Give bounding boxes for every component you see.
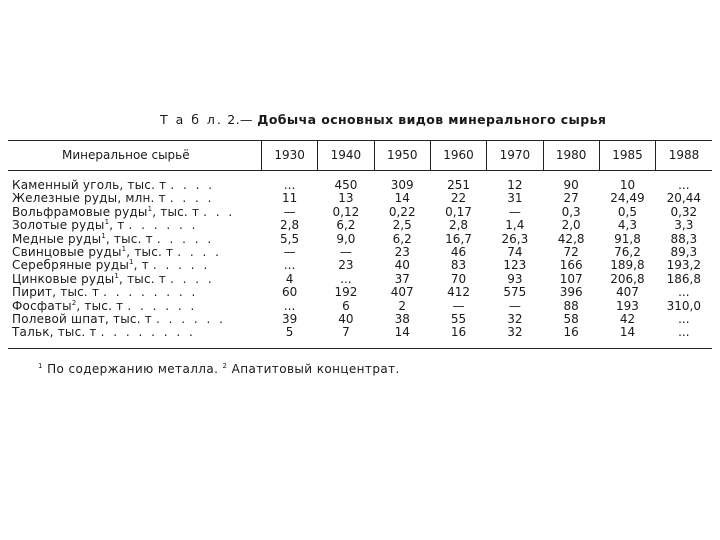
footnote-ref: 1: [147, 204, 153, 213]
table-row: [8, 246, 712, 259]
value-cell: 9,0: [336, 231, 356, 246]
value-cell: —: [452, 298, 465, 313]
mineral-name: Свинцовые руды: [12, 245, 122, 260]
mineral-unit: , тыс. т: [119, 271, 166, 286]
mineral-name: Тальк, тыс. т: [12, 325, 97, 340]
value-cell: 42: [619, 312, 636, 327]
value-cell: ...: [340, 271, 352, 286]
value-cell: 83: [450, 258, 467, 273]
value-cell: 55: [450, 312, 467, 327]
mineral-name-cell: [8, 326, 261, 348]
table-row: [8, 171, 712, 193]
value-cell: 2,5: [392, 218, 412, 233]
value-cell: 1,4: [505, 218, 525, 233]
value-cell: 26,3: [501, 231, 529, 246]
header-year: 1940: [318, 141, 374, 171]
value-cell: 27: [563, 191, 579, 206]
table-row: [8, 219, 712, 232]
value-cell: 412: [447, 285, 470, 300]
value-cell: 39: [281, 312, 298, 327]
value-cell: 2: [398, 298, 407, 313]
value-cell: 3,3: [674, 218, 694, 233]
header-year: 1985: [599, 141, 655, 171]
value-cell: 32: [507, 312, 523, 327]
value-cell: 5,5: [280, 231, 300, 246]
mineral-name: Вольфрамовые руды: [12, 204, 148, 219]
mineral-name-cell: [8, 313, 261, 326]
value-cell: 70: [450, 271, 467, 286]
value-cell: 6,2: [392, 231, 412, 246]
mineral-name-cell: [8, 300, 261, 313]
footnote-ref: 1: [101, 231, 106, 240]
value-cell: 5: [261, 326, 317, 348]
table-row: [8, 259, 712, 272]
value-cell: ...: [656, 326, 712, 348]
value-cell: 0,3: [561, 204, 581, 219]
table-row: [8, 300, 712, 313]
value-cell: —: [508, 204, 521, 219]
value-cell: 13: [338, 191, 354, 206]
value-cell: 90: [563, 178, 579, 192]
leader-dots: . . . . .: [156, 231, 214, 246]
mineral-unit: , тыс. т: [152, 204, 200, 219]
value-cell: 407: [390, 285, 414, 300]
leader-dots: . . . .: [169, 271, 215, 286]
value-cell: 206,8: [610, 271, 645, 286]
value-cell: —: [339, 245, 352, 260]
table-header-row: [8, 141, 712, 171]
table-row: [8, 233, 712, 246]
table-row: [8, 326, 712, 348]
value-cell: 0,5: [617, 204, 638, 219]
leader-dots: . . . .: [170, 178, 215, 192]
caption-title: Добыча основных видов минерального сырья: [257, 112, 607, 127]
table-row: [8, 192, 712, 205]
value-cell: 38: [394, 312, 410, 327]
value-cell: 74: [507, 245, 523, 260]
mineral-name-cell: [8, 192, 261, 205]
value-cell: 310,0: [666, 298, 701, 313]
value-cell: 107: [559, 271, 583, 286]
value-cell: 309: [390, 178, 414, 192]
value-cell: 46: [450, 245, 467, 260]
mineral-name-cell: [8, 219, 261, 232]
mineral-name: Пирит, тыс. т: [12, 285, 100, 300]
mineral-name: Медные руды: [12, 231, 102, 246]
value-cell: —: [508, 298, 521, 313]
leader-dots: . . . . . .: [128, 218, 198, 233]
mineral-name-cell: [8, 171, 261, 193]
mineral-name: Железные руды, млн. т: [12, 191, 166, 206]
header-year: 1980: [543, 141, 599, 171]
mineral-name-cell: [8, 259, 261, 272]
table-row: [8, 273, 712, 286]
footnote-ref: 1: [121, 245, 127, 254]
header-mineral: Минеральное сырьё: [8, 141, 261, 171]
value-cell: —: [283, 204, 296, 219]
value-cell: 32: [487, 326, 543, 348]
value-cell: —: [283, 245, 296, 260]
mineral-unit: , тыс. т: [76, 298, 124, 313]
value-cell: 123: [503, 258, 527, 273]
value-cell: 11: [281, 191, 298, 206]
mineral-name: Фосфаты: [12, 298, 72, 313]
table-row: [8, 313, 712, 326]
value-cell: 72: [563, 245, 579, 260]
value-cell: ...: [283, 258, 296, 273]
value-cell: 193,2: [666, 258, 701, 273]
leader-dots: . . . .: [169, 191, 214, 206]
value-cell: 16: [430, 326, 486, 348]
value-cell: 40: [338, 312, 354, 327]
value-cell: 22: [450, 191, 467, 206]
footnotes: [38, 362, 400, 376]
leader-dots: . . . . .: [152, 258, 210, 273]
value-cell: 407: [616, 285, 639, 300]
value-cell: 60: [281, 285, 298, 300]
table-row: [8, 286, 712, 299]
footnote-ref: 1: [129, 258, 134, 267]
mineral-name-cell: [8, 246, 261, 259]
value-cell: 0,12: [332, 204, 360, 219]
value-cell: 10: [619, 178, 636, 192]
header-year: 1960: [430, 141, 486, 171]
value-cell: 37: [394, 271, 410, 286]
caption-label: Т а б л.: [160, 112, 223, 127]
mineral-name-cell: [8, 206, 261, 219]
value-cell: 0,17: [445, 204, 472, 219]
leader-dots: . . . . . . . .: [100, 325, 196, 340]
leader-dots: . . . . . .: [127, 298, 197, 313]
footnote-ref: 1: [104, 218, 110, 227]
value-cell: 23: [338, 258, 354, 273]
value-cell: 450: [334, 178, 358, 192]
leader-dots: . . . .: [177, 245, 222, 260]
value-cell: 6,2: [336, 218, 356, 233]
mineral-unit: , т: [109, 218, 125, 233]
value-cell: 58: [563, 312, 579, 327]
mineral-name: Полевой шпат, тыс. т: [12, 312, 152, 327]
header-year: 1930: [261, 141, 317, 171]
leader-dots: . . .: [203, 204, 235, 219]
value-cell: 16: [543, 326, 599, 348]
value-cell: 0,22: [388, 204, 416, 219]
value-cell: 186,8: [666, 271, 701, 286]
value-cell: 2,8: [280, 218, 300, 233]
footnote-text: По содержанию металла.: [47, 362, 219, 376]
mineral-name-cell: [8, 286, 261, 299]
footnote-mark: 1: [38, 362, 43, 370]
mineral-production-table: [8, 140, 712, 349]
mineral-unit: , тыс. т: [126, 245, 174, 260]
leader-dots: . . . . . . . .: [103, 285, 198, 300]
caption-number: 2.—: [227, 112, 253, 127]
value-cell: 251: [447, 178, 470, 192]
value-cell: 166: [559, 258, 583, 273]
value-cell: 14: [374, 326, 430, 348]
value-cell: 7: [318, 326, 374, 348]
value-cell: 23: [394, 245, 410, 260]
footnote-ref: 2: [71, 298, 77, 307]
footnote-mark: 2: [222, 362, 228, 370]
value-cell: ...: [283, 298, 296, 313]
value-cell: 4,3: [617, 218, 638, 233]
value-cell: 396: [559, 285, 583, 300]
mineral-name: Золотые руды: [12, 218, 105, 233]
value-cell: 40: [394, 258, 410, 273]
mineral-unit: , т: [133, 258, 149, 273]
value-cell: 575: [503, 285, 527, 300]
mineral-name-cell: [8, 233, 261, 246]
header-year: 1950: [374, 141, 430, 171]
value-cell: 14: [599, 326, 655, 348]
footnote-ref: 1: [114, 271, 120, 280]
value-cell: 6: [342, 298, 350, 313]
mineral-name: Каменный уголь, тыс. т: [12, 178, 167, 192]
value-cell: 14: [394, 191, 410, 206]
value-cell: 76,2: [614, 245, 641, 260]
table-row: [8, 206, 712, 219]
value-cell: 93: [507, 271, 523, 286]
value-cell: 20,44: [666, 191, 701, 206]
value-cell: 189,8: [610, 258, 645, 273]
table-caption: [160, 112, 680, 127]
value-cell: ...: [678, 312, 690, 327]
value-cell: ...: [678, 178, 690, 192]
value-cell: 193: [616, 298, 639, 313]
header-year: 1970: [487, 141, 543, 171]
value-cell: ...: [283, 178, 296, 192]
value-cell: 2,0: [561, 218, 581, 233]
header-year: 1988: [656, 141, 712, 171]
mineral-name-cell: [8, 273, 261, 286]
value-cell: 192: [334, 285, 358, 300]
value-cell: 24,49: [610, 191, 645, 206]
value-cell: 2,8: [448, 218, 469, 233]
value-cell: 0,32: [670, 204, 698, 219]
leader-dots: . . . . . .: [155, 312, 226, 327]
value-cell: 12: [507, 178, 523, 192]
value-cell: 89,3: [670, 245, 698, 260]
value-cell: 4: [285, 271, 294, 286]
mineral-name: Серебряные руды: [12, 258, 130, 273]
value-cell: 31: [507, 191, 523, 206]
mineral-unit: , тыс. т: [105, 231, 153, 246]
value-cell: 88: [563, 298, 579, 313]
value-cell: 16,7: [445, 231, 472, 246]
value-cell: 88,3: [670, 231, 698, 246]
mineral-name: Цинковые руды: [12, 271, 115, 286]
value-cell: 91,8: [614, 231, 641, 246]
value-cell: ...: [678, 285, 690, 300]
footnote-text: Апатитовый концентрат.: [231, 362, 400, 376]
value-cell: 42,8: [557, 231, 585, 246]
